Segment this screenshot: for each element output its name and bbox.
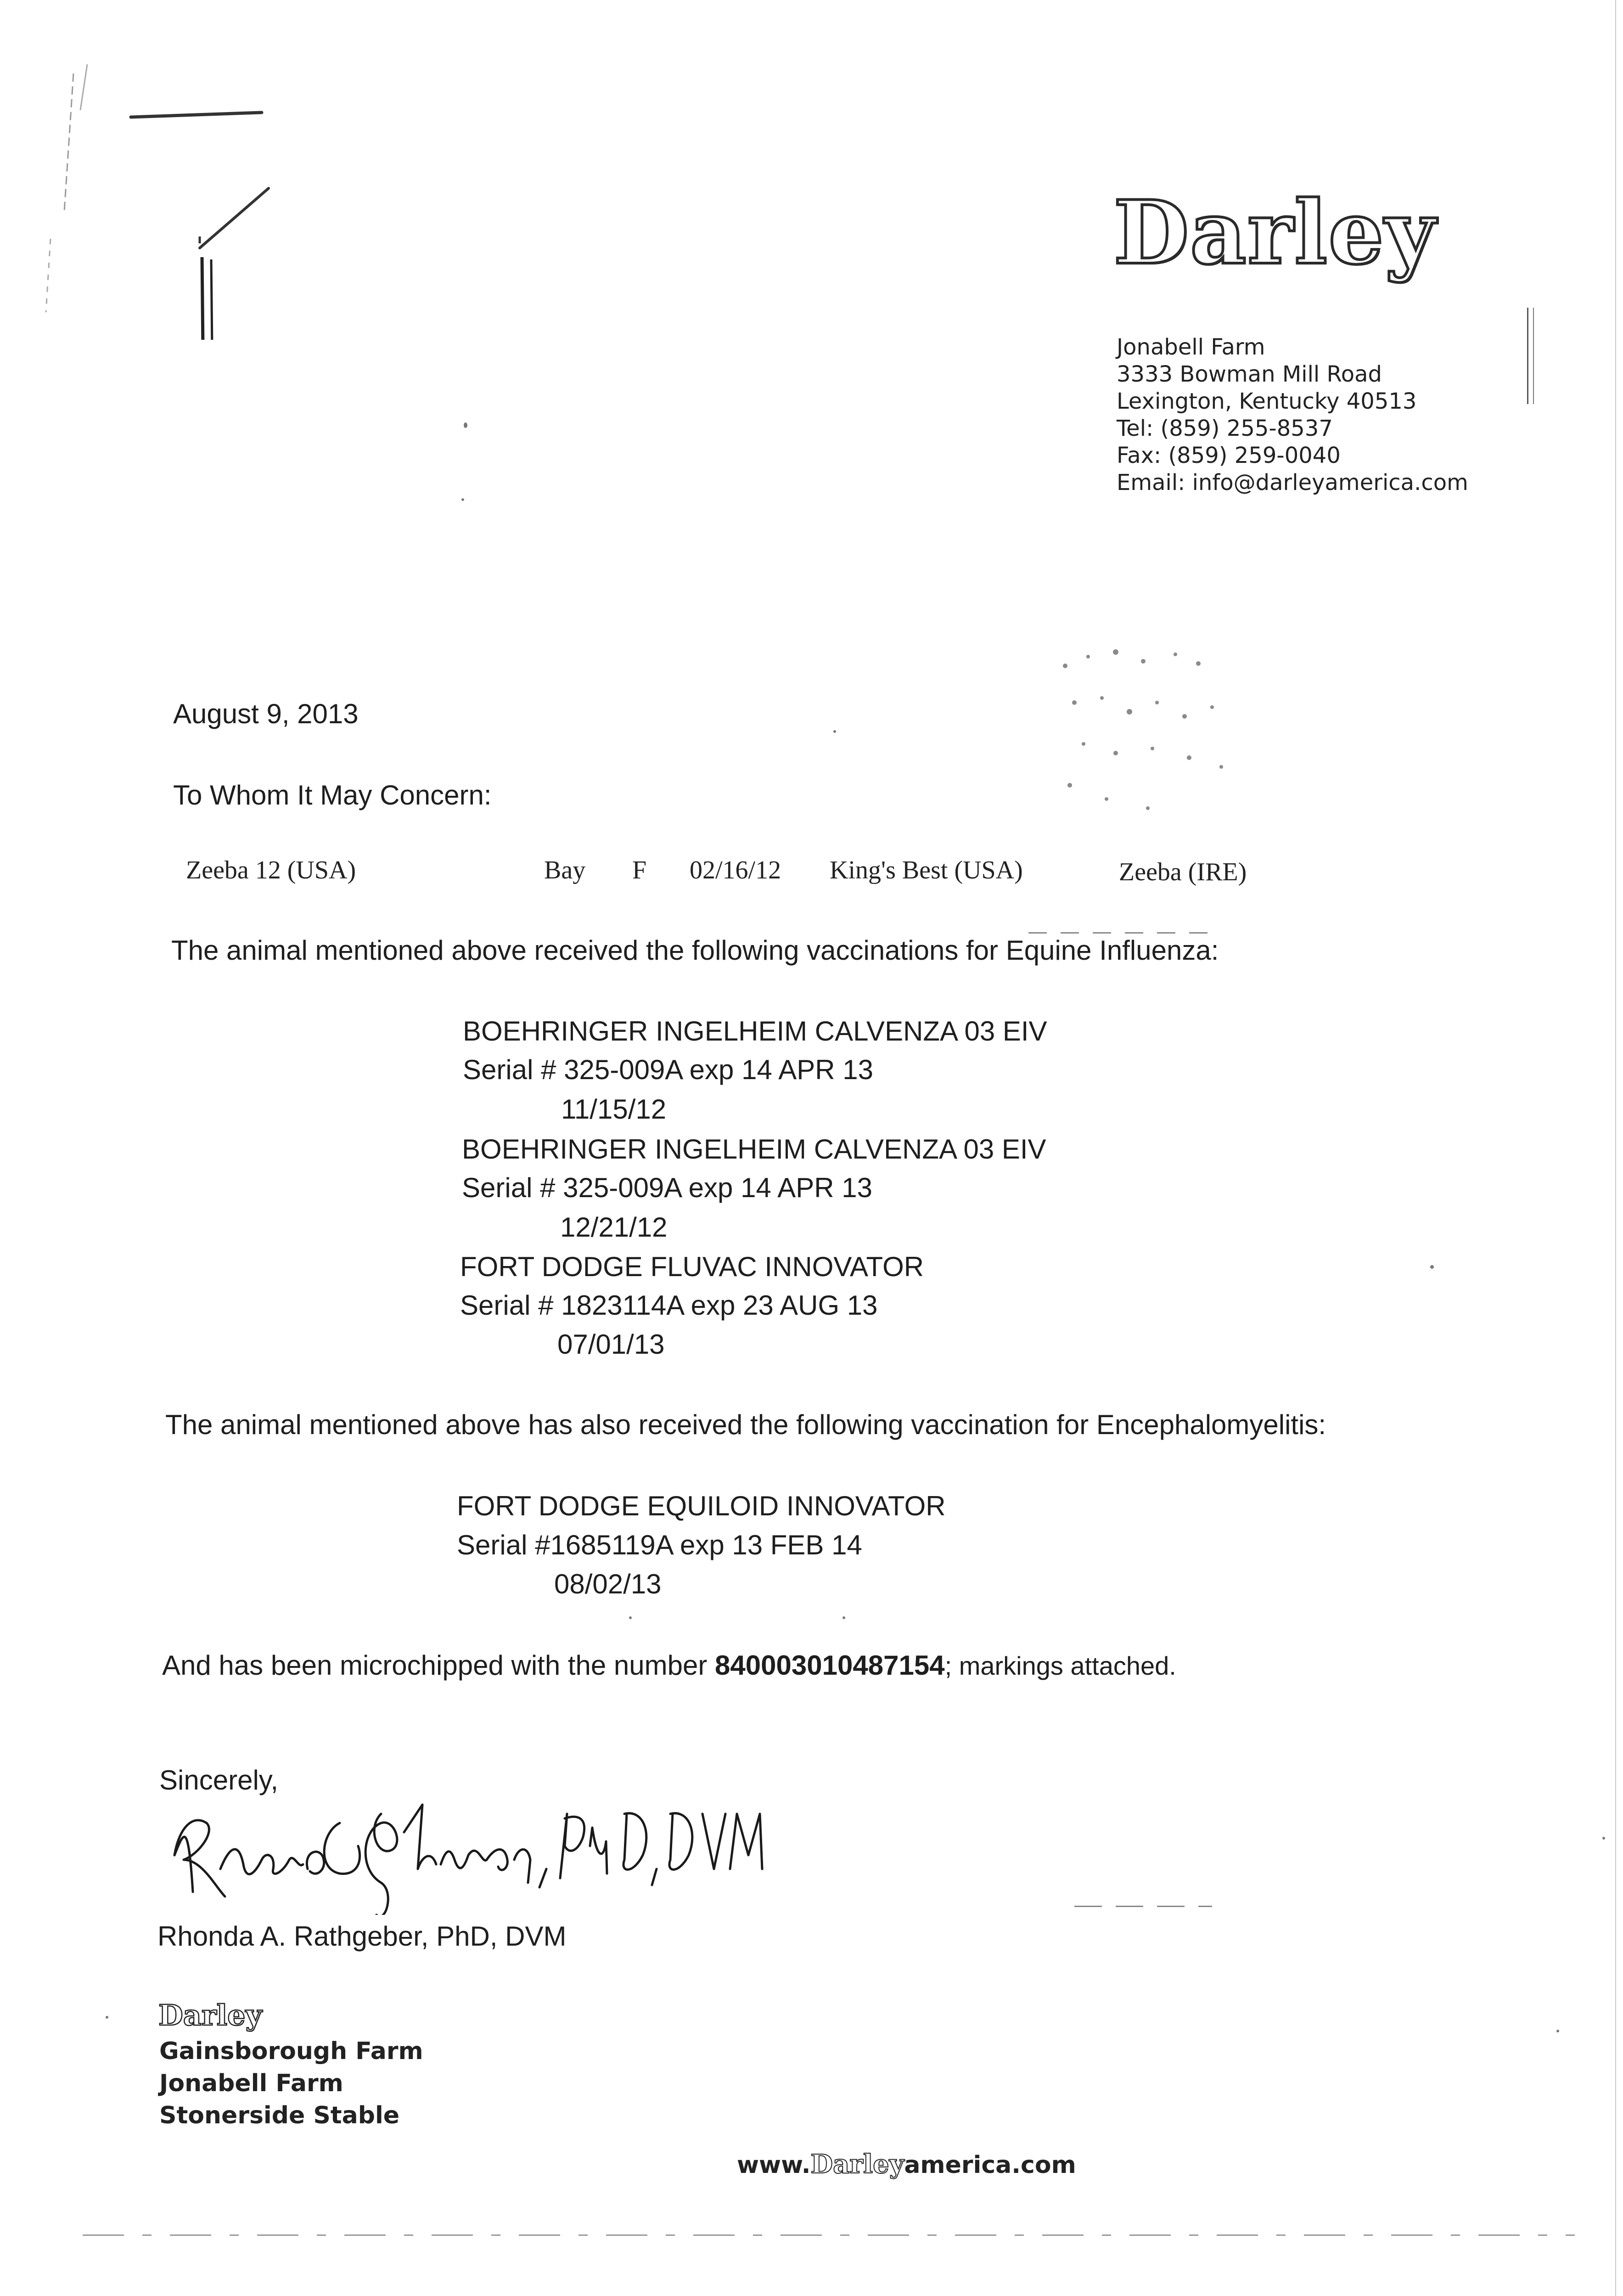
footer-website[interactable] [737, 2149, 1076, 2179]
scan-speck [1556, 2030, 1559, 2032]
scan-edge-mark [1527, 308, 1534, 404]
scan-dash [1074, 1906, 1212, 1907]
animal-color: Bay [544, 856, 586, 884]
influenza-intro: The animal mentioned above received the following vaccinations for Equine Influenza: [171, 935, 1219, 966]
scan-speck [842, 1616, 845, 1619]
handwritten-mark-icon [37, 55, 275, 340]
animal-sire: King's Best (USA) [830, 856, 1023, 884]
encephalo-date: 08/02/13 [554, 1569, 662, 1599]
page-edge-line [1615, 0, 1616, 2296]
microchip-number: 840003010487154 [715, 1650, 945, 1681]
vaccine-1-serial: Serial # 325-009A exp 14 APR 13 [463, 1054, 873, 1085]
address-line-city: Lexington, Kentucky 40513 [1117, 388, 1417, 414]
microchip-line [162, 1649, 1176, 1681]
footer-farm-jonabell: Jonabell Farm [159, 2070, 343, 2097]
signer-name: Rhonda A. Rathgeber, PhD, DVM [157, 1921, 567, 1952]
scan-speck [833, 730, 836, 733]
footer-darley-logo: Darley [158, 1998, 262, 2032]
vaccine-2-serial: Serial # 325-009A exp 14 APR 13 [462, 1172, 872, 1203]
animal-dam: Zeeba (IRE) [1119, 858, 1247, 886]
address-line-email: Email: info@darleyamerica.com [1117, 470, 1468, 495]
scan-speck [461, 498, 464, 501]
address-line-fax: Fax: (859) 259-0040 [1117, 443, 1341, 468]
encephalo-product: FORT DODGE EQUILOID INNOVATOR [457, 1491, 946, 1521]
footer-farm-gainsborough: Gainsborough Farm [159, 2037, 423, 2065]
scan-speck [464, 422, 467, 428]
vaccine-1-date: 11/15/12 [561, 1094, 667, 1125]
scan-speck [629, 1616, 632, 1619]
address-line-tel: Tel: (859) 255-8537 [1117, 416, 1333, 441]
scan-dash [1028, 932, 1212, 934]
faded-stamp [1047, 638, 1286, 822]
darley-logo: Darley [1113, 181, 1437, 284]
closing: Sincerely, [159, 1765, 278, 1795]
animal-sex: F [632, 856, 647, 884]
website-darley-mark: Darley [810, 2149, 904, 2179]
vaccine-1-product: BOEHRINGER INGELHEIM CALVENZA 03 EIV [463, 1016, 1047, 1047]
vaccine-3-date: 07/01/13 [557, 1329, 665, 1360]
salutation: To Whom It May Concern: [173, 780, 492, 810]
bottom-scan-dashes [83, 2234, 1575, 2236]
letterhead-address [1117, 334, 1468, 496]
vaccine-2-product: BOEHRINGER INGELHEIM CALVENZA 03 EIV [462, 1134, 1046, 1165]
footer-farm-stonerside: Stonerside Stable [159, 2102, 400, 2129]
scan-speck [1430, 1265, 1434, 1269]
microchip-prefix: And has been microchipped with the number [162, 1650, 715, 1681]
vaccine-3-product: FORT DODGE FLUVAC INNOVATOR [460, 1251, 924, 1282]
animal-name: Zeeba 12 (USA) [186, 856, 356, 884]
footer-farms [159, 2035, 423, 2132]
scan-speck [1602, 1837, 1605, 1840]
address-line-farm: Jonabell Farm [1117, 334, 1265, 360]
website-suffix: america.com [904, 2151, 1076, 2179]
encephalo-serial: Serial #1685119A exp 13 FEB 14 [457, 1530, 862, 1560]
website-prefix: www. [737, 2151, 811, 2179]
address-line-street: 3333 Bowman Mill Road [1117, 361, 1382, 387]
animal-foaled: 02/16/12 [690, 856, 781, 884]
scan-speck [106, 2016, 108, 2019]
encephalo-intro: The animal mentioned above has also received the following vaccination for Encephalomyelitis: [165, 1409, 1326, 1440]
vaccine-3-serial: Serial # 1823114A exp 23 AUG 13 [460, 1290, 878, 1321]
vaccine-2-date: 12/21/12 [560, 1212, 668, 1243]
letter-date: August 9, 2013 [173, 698, 359, 729]
signature-image [165, 1777, 790, 1915]
microchip-suffix: ; markings attached. [944, 1651, 1176, 1680]
